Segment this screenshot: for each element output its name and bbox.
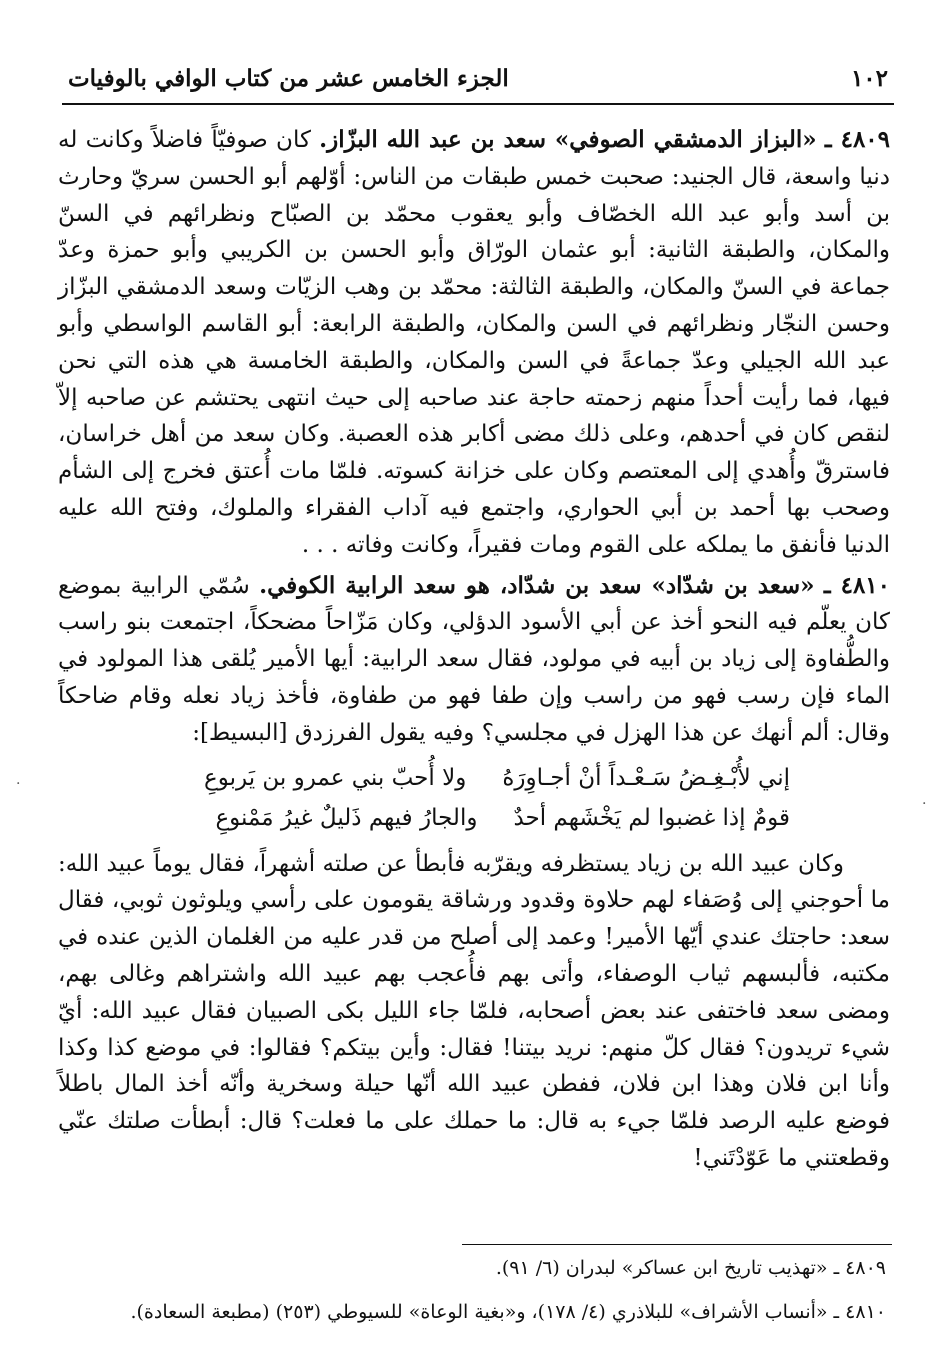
entry-number: ٤٨١٠ ـ bbox=[823, 571, 891, 599]
footnote-4809: ٤٨٠٩ ـ «تهذيب تاريخ ابن عساكر» لبدران (٦/ ٩١). bbox=[495, 1257, 886, 1279]
running-title: الجزء الخامس عشر من كتاب الوافي بالوفيات bbox=[68, 64, 509, 92]
verse-second-hemistich: ولا أُحبّ بني عمرو بن يَربوعِ bbox=[204, 764, 467, 791]
footnote-4810: ٤٨١٠ ـ «أنساب الأشراف» للبلاذري (٤/ ١٧٨)، و«بغية الوعاة» للسيوطي (٢٥٣) (مطبعة السعادة). bbox=[130, 1301, 886, 1323]
page-body bbox=[58, 122, 890, 1177]
footnotes bbox=[60, 1252, 886, 1328]
page-header bbox=[68, 58, 888, 98]
entry-4810 bbox=[58, 568, 890, 752]
entry-number: ٤٨٠٩ ـ bbox=[824, 126, 891, 153]
verse-first-hemistich: إني لأُبْـغِـضُ سَـعْـداً أنْ أجـاوِرَهُ bbox=[502, 764, 790, 791]
poem-verse bbox=[58, 798, 790, 838]
entry-text: كان صوفيّاً فاضلاً وكانت له دنيا واسعة، قال الجنيد: صحبت خمس طبقات من الناس: أوّلهم أبو الحسن سريّ وحارث بن أسد وأبو عبد الله الخصّاف وأبو يعقوب محمّد بن الصبّاح ونظرائهم في السنّ والمكان، والطبقة الثانية: أبو عثمان الورّاق وأبو الحسن بن الكريبي وأبو حمزة وعدّ جماعة في السنّ والمكان، والطبقة الثالثة: محمّد بن وهب الزيّات وسعد الدمشقي البزّاز وحسن النجّار ونظرائهم في السن والمكان، والطبقة الرابعة: أبو القاسم الواسطي وأبو عبد الله الجيلي وعدّ جماعةً في السن والمكان، والطبقة الخامسة هي هذه التي نحن فيها، فما رأيت أحداً منهم زحمته حاجة عند صاحبه إلى حيث انتهى يحتشم عن صاحبه إلاّ لنقص كان في أحدهم، وعلى ذلك مضى أكابر هذه العصبة. وكان سعد من أهل خراسان، فاسترقّ وأُهدي إلى المعتصم وكان على خزانة كسوته. فلمّا مات أُعتق فخرج إلى الشأم وصحب بها أحمد بن أبي الحواري، واجتمع فيه آداب الفقراء والملوك، وفتح الله عليه الدنيا فأنفق ما يملكه على القوم ومات فقيراً، وكانت وفاته . . . bbox=[58, 127, 890, 558]
footnote-rule bbox=[462, 1244, 892, 1245]
page-number: ١٠٢ bbox=[850, 64, 888, 92]
entry-text: سُمّي الرابية بموضع كان يعلّم فيه النحو أخذ عن أبي الأسود الدؤلي، وكان مَزّاحاً مضحكاً، اجتمعت بنو راسب والطُّفاوة إلى زياد بن أبيه في مولود، فقال سعد الرابية: أيها الأمير يُلقى هذا المولود في الماء فإن رسب فهو من راسب وإن طفا فهو من طفاوة، فأخذ زياد نعله وقام ضاحكاً وقال: ألم أنهك عن هذا الهزل في مجلسي؟ وفيه يقول الفرزدق [البسيط]: bbox=[58, 572, 890, 746]
entry-continuation: وكان عبيد الله بن زياد يستظرفه ويقرّبه فأبطأ عن صلته أشهراً، فقال يوماً عبيد الله: ما أحوجني إلى وُصَفاء لهم حلاوة وقدود ورشاقة يقومون على رأسي ويلوثون ثوبي، فقال سعد: حاجتك عندي أيّها الأمير! وعمد إلى أصلح من قدر عليه من الغلمان الذين عنده في مكتبه، فألبسهم ثياب الوصفاء، وأتى بهم فأُعجب بهم عبيد الله واشتراهم وغالى بهم، ومضى سعد فاختفى عند بعض أصحابه، فلمّا جاء الليل بكى الصبيان فقال عبيد الله: أيّ شيء تريدون؟ فقال كلّ منهم: نريد بيتنا! فقال: وأين بيتكم؟ فقالوا: في موضع كذا وكذا وأنا ابن فلان وهذا ابن فلان، ففطن عبيد الله أنّها حيلة وسخرية وأنّه أخذ المال باطلاً فوضع عليه الرصد فلمّا جيء به قال: ما حملك على ما فعلت؟ قال: أبطأت صلتك عنّي وقطعتني ما عَوّدْتَني! bbox=[58, 850, 890, 1171]
margin-mark: . bbox=[16, 772, 21, 788]
margin-mark: . bbox=[922, 792, 927, 808]
verse-second-hemistich: والجارُ فيهم ذَليلٌ غيرُ مَمْنوعِ bbox=[215, 804, 478, 831]
entry-title: «البزاز الدمشقي الصوفي» سعد بن عبد الله البزّاز. bbox=[319, 126, 817, 153]
entry-title: «سعد بن شدّاد» سعد بن شدّاد، هو سعد الرابية الكوفي. bbox=[259, 571, 815, 599]
verse-first-hemistich: قومٌ إذا غضبوا لم يَخْشَهم أحدٌ bbox=[513, 804, 790, 831]
header-rule bbox=[62, 103, 894, 105]
poem-verse bbox=[58, 758, 790, 798]
poem bbox=[58, 758, 890, 838]
entry-4809 bbox=[58, 122, 890, 564]
